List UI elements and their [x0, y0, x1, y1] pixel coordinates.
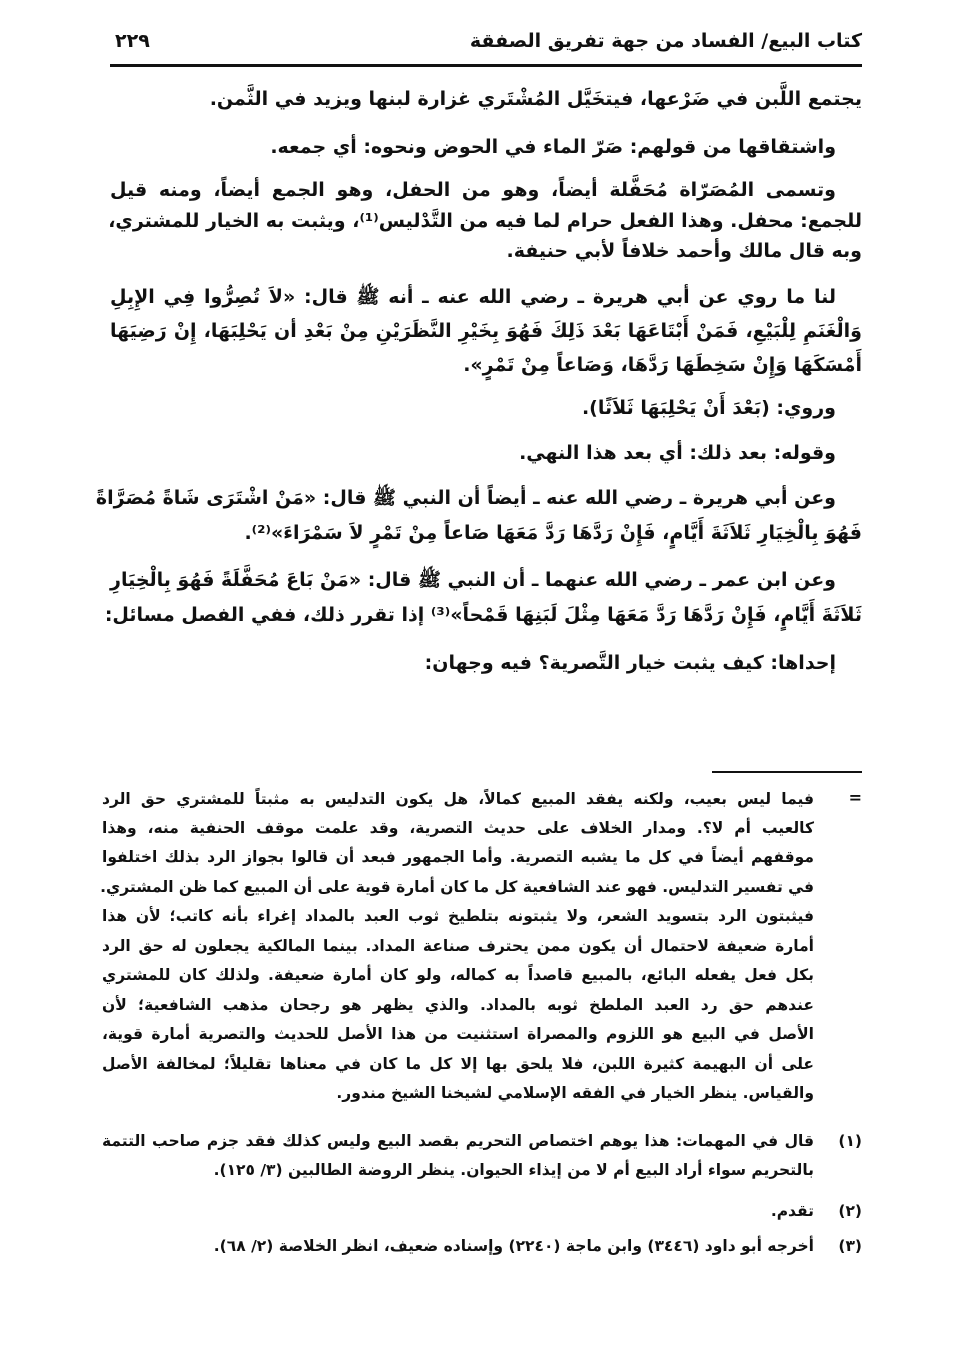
main-line: للجمع: محفل. وهذا الفعل حرام لما فيه من التَّدْليس⁽¹⁾، ويثبت به الخيار للمشتري، — [108, 210, 862, 232]
main-line: فَهُوَ بِالْخِيَارِ ثَلاَثَةَ أَيَّامٍ، فَإِنْ رَدَّهَا رَدَّ مَعَهَا صَاعاً مِنْ تَمْرٍ لاَ سَمْرَاءَ»⁽²⁾. — [244, 522, 862, 544]
footnote-line: أخرجه أبو داود (٣٤٤٦) وابن ماجة (٢٢٤٠) وإسناده ضعيف، انظر الخلاصة (٢/ ٦٨). — [213, 1237, 814, 1255]
footnote-line: بكل فعل يفعله البائع، بالمبيع قاصداً به كماله، ولو كان أمارة ضعيفة. ولذلك كان للمشتري — [102, 966, 814, 984]
footnote-line: الأصل في البيع هو اللزوم والمصراة استثنيت من هذا الأصل للحديث والتصرية أمارة قوية، — [102, 1025, 814, 1043]
main-line: إحداها: كيف يثبت خيار التَّصرية؟ فيه وجهان: — [424, 652, 836, 674]
footnote-number: (٣) — [838, 1237, 862, 1255]
footnote-separator — [712, 771, 862, 773]
footnote-line: كالعيب أم لا؟. ومدار الخلاف على حديث التصرية، وقد علمت موقف الحنفية منه، وهذا — [102, 819, 814, 837]
footnote-number: (١) — [838, 1132, 862, 1150]
footnote-line: عندهم حق رد العبد الملطخ ثوبه بالمداد. والذي يظهر هو رجحان مذهب الشافعية؛ لأن — [102, 996, 814, 1014]
main-line: لنا ما روي عن أبي هريرة ـ رضي الله عنه ـ أنه ﷺ قال: «لاَ تُصِرُّوا فِي الإِبِلِ — [110, 286, 836, 308]
running-header-title: كتاب البيع/ الفساد من جهة تفريق الصفقة — [469, 30, 862, 52]
footnote-line: أمارة ضعيفة لاحتمال أن يكون ممن يحترف صناعة المداد. بينما المالكية يجعلون له حق الرد — [102, 937, 814, 955]
main-line: واشتقاقها من قولهم: صَرّ الماء في الحوض ونحوه: أي جمعه. — [270, 136, 836, 158]
main-line: وبه قال مالك وأحمد خلافاً لأبي حنيفة. — [506, 240, 862, 262]
main-line: أَمْسَكَهَا وَإِنْ سَخِطَهَا رَدَّهَا، وَصَاعاً مِنْ تَمْرٍ». — [463, 354, 862, 376]
main-line: ثَلاَثَةَ أَيَّامٍ، فَإِنْ رَدَّهَا رَدَّ مَعَهَا مِثْلَ لَبَنِهَا قَمْحاً»⁽³⁾ إذا تقرر ذلك، ففي الفصل مسائل: — [104, 604, 862, 626]
page-number: ٢٢٩ — [115, 30, 150, 52]
main-line: وَالْغَنَمِ لِلْبَيْعِ، فَمَنْ أَبْتَاعَهَا بَعْدَ ذَلِكَ فَهُوَ بِخَيْرِ النَّظَرَيْنِ مِنْ بَعْدِ أن يَحْلِبَهَا، إِنْ رَضِيَهَا — [110, 320, 862, 342]
footnote-line: موقفهم أيضاً في كل ما يشبه التصرية. وأما الجمهور فبعد أن قالوا بجواز الرد بذلك اختلفوا — [102, 848, 814, 866]
main-line: يجتمع اللَّبن في ضَرْعها، فيتخَيَّل المُشْتَري غزارة لبنها ويزيد في الثَّمن. — [209, 88, 862, 110]
footnote-line: في تفسير التدليس. فهو عند الشافعية كل ما كان أمارة قوية على أن المبيع كما ظن المشتري. — [100, 878, 814, 896]
main-line: وقوله: بعد ذلك: أي بعد هذا النهي. — [519, 442, 836, 464]
footnote-line: بالتحريم سواء أراد البيع أم لا من إيذاء الحيوان. ينظر الروضة الطالبين (٣/ ١٢٥). — [213, 1161, 814, 1179]
main-line: وروي: (بَعْدَ أَنْ يَحْلِبَهَا ثَلاَثًا). — [581, 397, 836, 419]
footnote-line: قال في المهمات: هذا يوهم اختصاص التحريم بقصد البيع وليس كذلك فقد جزم صاحب التتمة — [102, 1132, 814, 1150]
main-line: وعن ابن عمر ـ رضي الله عنهما ـ أن النبي ﷺ قال: «مَنْ بَاعَ مُحَفَّلَةً فَهُوَ بِالْخِيَارِ — [110, 569, 836, 591]
main-line: وتسمى المُصَرّاة مُحَفَّلة أيضاً، وهو من الحفل، وهو الجمع أيضاً، ومنه قيل — [110, 179, 836, 201]
footnote-line: فيما ليس بعيب، ولكنه يفقد المبيع كمالاً، هل يكون التدليس به مثبتاً للمشتري حق الرد — [102, 790, 814, 808]
footnote-line: تقدم. — [770, 1202, 814, 1220]
footnote-line: فيثبتون الرد بتسويد الشعر، ولا يثبتونه بتلطيخ ثوب العبد بالمداد إغراء بأنه كاتب؛ لأن هذا — [102, 907, 814, 925]
footnote-continuation-mark: = — [848, 788, 862, 807]
footnote-line: والقياس. ينظر الخيار في الفقه الإسلامي لشيخنا الشيخ مندور. — [336, 1084, 814, 1102]
footnote-number: (٢) — [838, 1202, 862, 1220]
header-rule — [110, 64, 862, 67]
footnote-line: على أن البهيمة كثيرة اللبن، فلا يلحق بها إلا كل ما كان في معناها تقليلاً؛ لمخالفة الأصل — [102, 1055, 814, 1073]
main-line: وعن أبي هريرة ـ رضي الله عنه ـ أيضاً أن النبي ﷺ قال: «مَنْ اشْتَرَى شَاةً مُصَرَّاةً — [95, 487, 836, 509]
